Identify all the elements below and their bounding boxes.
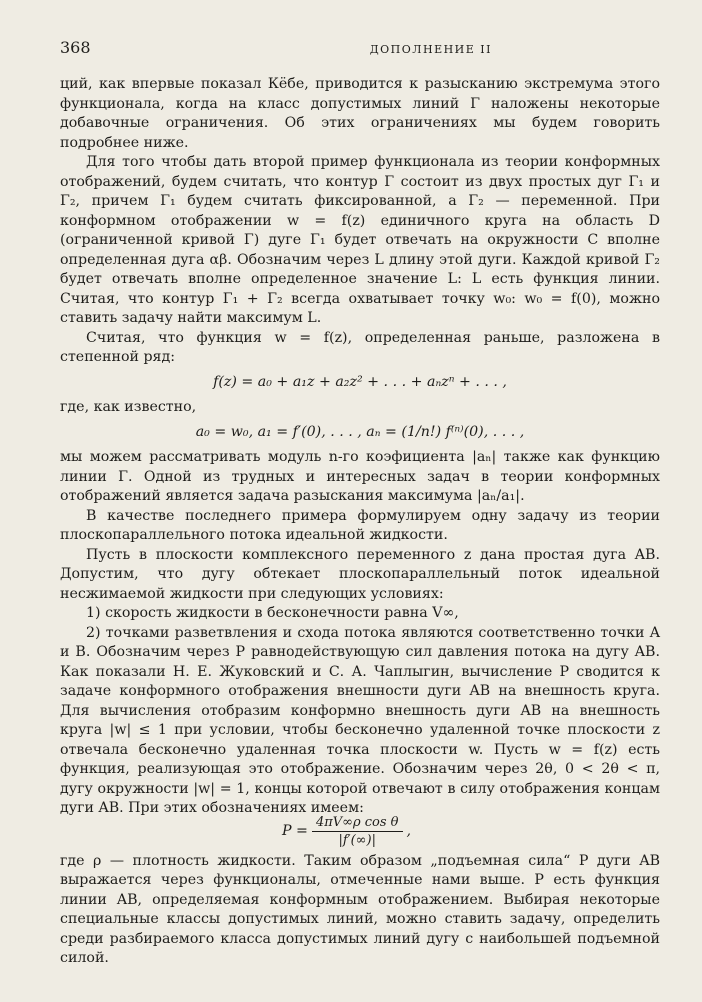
paragraph: В качестве последнего примера формулируем одну задачу из теории плоскопараллельного потока идеальной жидкости. xyxy=(60,507,660,543)
power-series-formula: f(z) = a₀ + a₁z + a₂z² + . . . + aₙzⁿ + . . . , xyxy=(213,373,507,390)
paragraph: где ρ — плотность жидкости. Таким образом „подъемная сила“ P дуги AB выражается через функционалы, отмеченные нами выше. P есть функция линии AB, определяемая конформным отображением. Выбирая некоторые специальные классы допустимых линий, можно ставить задачу, определить среди разбираемого класса допустимых линий дугу с наибольшей подъемной силой. xyxy=(60,852,660,966)
lift-force-formula xyxy=(60,815,660,848)
paragraph: Для того чтобы дать второй пример функционала из теории конформных отображений, будем считать, что контур Γ состоит из двух простых дуг Γ₁ и Γ₂, причем Γ₁ будем считать фиксированной, а Γ₂ — переменной. При конформном отображении w = f(z) единичного круга на область D (ограниченной кривой Γ) дуге Γ₁ будет отвечать на окружности C вполне определенная дуга αβ. Обозначим через L длину этой дуги. Каждой кривой Γ₂ будет отвечать вполне определенное значение L: L есть функция линии. Считая, что контур Γ₁ + Γ₂ всегда охватывает точку w₀: w₀ = f(0), можно ставить задачу найти максимум L. xyxy=(60,154,660,326)
list-item: 2) точками разветвления и схода потока являются соответственно точки A и B. Обозначим через P равнодействующую сил давления потока на дугу AB. Как показали Н. Е. Жуковский и С. А. Чаплыгин, вычисление P сводится к задаче конформного отображения внешности дуги AB на внешность круга. Для вычисления отобразим конформно внешность дуги AB на внешность круга |w| ≤ 1 при условии, чтобы бесконечно удаленной точке плоскости z отвечала бесконечно удаленная точка плоскости w. Пусть w = f(z) есть функция, реализующая это отображение. Обозначим через 2θ, 0 < 2θ < π, дугу окружности |w| = 1, концы которой отвечают в силу отображения концам дуги AB. При этих обозначениях имеем: xyxy=(60,624,660,816)
page-number: 368 xyxy=(60,38,91,57)
body-text xyxy=(60,75,660,969)
section-title: ДОПОЛНЕНИЕ II xyxy=(369,43,492,56)
conditions-list xyxy=(60,604,660,819)
list-item: 1) скорость жидкости в бесконечности равна V∞, xyxy=(86,605,459,621)
paragraph: ций, как впервые показал Кёбе, приводится к разысканию экстремума этого функционала, когда на класс допустимых линий Γ наложены некоторые добавочные ограничения. Об этих ограничениях мы будем говорить подробнее ниже. xyxy=(60,76,660,151)
formula-numerator: 4πV∞ρ cos θ xyxy=(312,815,403,832)
paragraph: где, как известно, xyxy=(60,399,197,415)
formula-denominator: |f′(∞)| xyxy=(338,832,376,848)
formula-fraction xyxy=(312,815,403,848)
running-head xyxy=(60,38,660,57)
formula-tail: , xyxy=(406,823,412,839)
formula-lhs: P = xyxy=(282,823,308,839)
coefficients-formula: a₀ = w₀, a₁ = f′(0), . . . , aₙ = (1/n!) f⁽ⁿ⁾(0), . . . , xyxy=(195,423,525,440)
paragraph: Считая, что функция w = f(z), определенная раньше, разложена в степенной ряд: xyxy=(60,329,660,365)
paragraph: мы можем рассматривать модуль n-го коэфициента |aₙ| также как функцию линии Γ. Одной из трудных и интересных задач в теории конформных отображений является задача разыскания максимума |aₙ/a₁|. xyxy=(60,449,660,504)
paragraph: Пусть в плоскости комплексного переменного z дана простая дуга AB. Допустим, что дугу обтекает плоскопараллельный поток идеальной несжимаемой жидкости при следующих условиях: xyxy=(60,546,660,602)
